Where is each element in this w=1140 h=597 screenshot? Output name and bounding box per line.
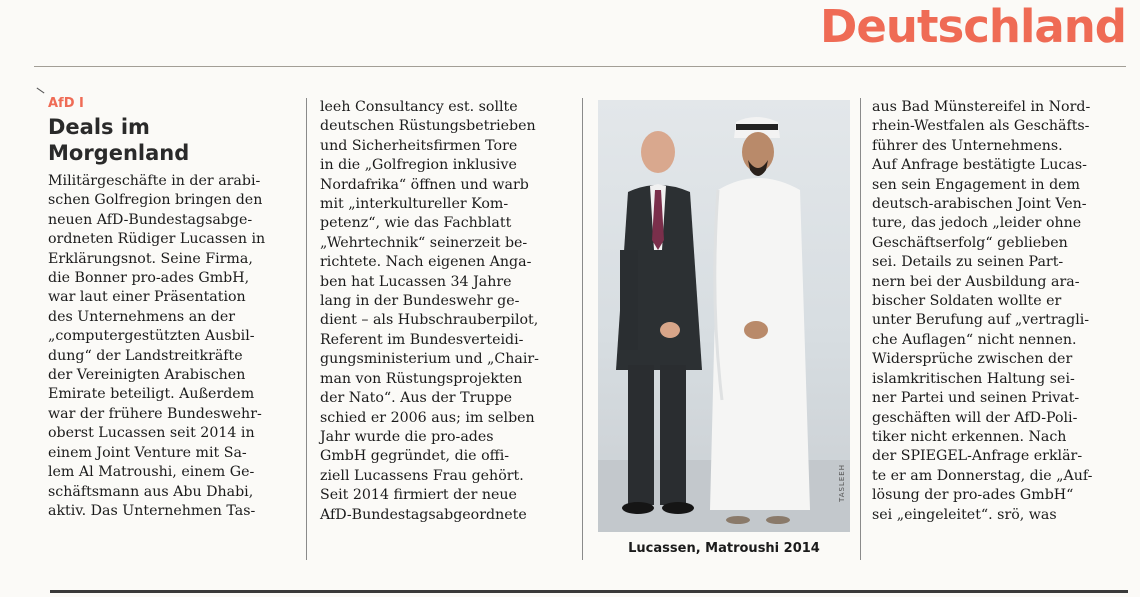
text-line: ner Partei und seinen Privat-: [872, 390, 1080, 407]
text-line: Emirate beteiligt. Außerdem: [48, 386, 255, 403]
text-line: des Unternehmens an der: [48, 308, 236, 325]
text-line: der Nato“. Aus der Truppe: [320, 390, 513, 407]
text-line: in die „Golfregion inklusive: [320, 157, 517, 174]
text-line: dung“ der Landstreitkräfte: [48, 347, 243, 364]
text-line: Referent im Bundesverteidi-: [320, 331, 524, 348]
text-line: der SPIEGEL-Anfrage erklär-: [872, 448, 1083, 465]
column-separator: [306, 98, 307, 560]
text-line: man von Rüstungsprojekten: [320, 370, 523, 387]
text-line: leeh Consultancy est. sollte: [320, 99, 518, 115]
text-line: lang in der Bundeswehr ge-: [320, 293, 520, 310]
text-line: ordneten Rüdiger Lucassen in: [48, 231, 266, 248]
text-line: sei. Details zu seinen Part-: [872, 254, 1064, 271]
text-line: war laut einer Präsentation: [48, 289, 246, 306]
text-line: schied er 2006 aus; im selben: [320, 409, 535, 426]
text-line: die Bonner pro-ades GmbH,: [48, 270, 250, 287]
text-line: ziell Lucassens Frau gehört.: [320, 467, 524, 484]
man-in-kandura: [710, 117, 810, 524]
text-line: Geschäftserfolg“ geblieben: [872, 234, 1068, 251]
article-column-4: [872, 98, 1108, 525]
text-line: gungsministerium und „Chair-: [320, 351, 539, 368]
photo-credit: TASLEEH: [838, 464, 846, 502]
text-line: Auf Anfrage bestätigte Lucas-: [872, 157, 1087, 174]
column-text: [872, 98, 1108, 525]
text-line: neuen AfD-Bundestagsabge-: [48, 211, 253, 228]
corner-mark: [37, 88, 45, 94]
text-line: führer des Unternehmens.: [872, 137, 1063, 154]
top-rule: [34, 66, 1126, 67]
text-line: geschäften will der AfD-Poli-: [872, 409, 1078, 426]
text-line: nern bei der Ausbildung ara-: [872, 273, 1080, 290]
text-line: islamkritischen Haltung sei-: [872, 370, 1075, 387]
text-line: unter Berufung auf „vertragli-: [872, 312, 1090, 329]
text-line: ben hat Lucassen 34 Jahre: [320, 273, 512, 290]
text-line: Erklärungsnot. Seine Firma,: [48, 250, 253, 267]
man-in-suit: [616, 131, 702, 514]
text-line: Militärgeschäfte in der arabi-: [48, 173, 261, 189]
text-line: Nordafrika“ öffnen und warb: [320, 176, 529, 193]
text-line: der Vereinigten Arabischen: [48, 367, 246, 384]
text-line: deutsch-arabischen Joint Ven-: [872, 196, 1087, 213]
text-line: deutschen Rüstungsbetrieben: [320, 118, 536, 135]
text-line: lem Al Matroushi, einem Ge-: [48, 464, 255, 481]
text-line: petenz“, wie das Fachblatt: [320, 215, 512, 232]
text-line: GmbH gegründet, die offi-: [320, 448, 510, 465]
column-text: [320, 98, 556, 525]
text-line: rhein-Westfalen als Geschäfts-: [872, 118, 1090, 135]
text-line: lösung der pro-ades GmbH“: [872, 487, 1074, 504]
text-line: schäftsmann aus Abu Dhabi,: [48, 483, 254, 500]
text-line: AfD-Bundestagsabgeordnete: [320, 506, 527, 523]
text-line: che Auflagen“ nicht nennen.: [872, 331, 1077, 348]
text-line: richtete. Nach eigenen Anga-: [320, 254, 532, 271]
text-line: einem Joint Venture mit Sa-: [48, 444, 247, 461]
text-line: te er am Donnerstag, die „Auf-: [872, 467, 1093, 484]
text-line: sen sein Engagement in dem: [872, 176, 1081, 193]
text-line: tiker nicht erkennen. Nach: [872, 428, 1067, 445]
text-line: mit „interkultureller Kom-: [320, 196, 509, 213]
text-line: „Wehrtechnik“ seinerzeit be-: [320, 234, 528, 251]
column-text: [48, 172, 284, 521]
bottom-rule: [50, 590, 1128, 593]
text-line: Widersprüche zwischen der: [872, 351, 1073, 368]
article-kicker: AfD I: [48, 96, 84, 111]
text-line: und Sicherheitsfirmen Tore: [320, 137, 518, 154]
text-line: Seit 2014 firmiert der neue: [320, 487, 517, 504]
section-title: Deutschland: [820, 0, 1126, 53]
text-line: sei „eingeleitet“. srö, was: [872, 506, 1057, 523]
article-photo: [598, 100, 850, 532]
text-line: war der frühere Bundeswehr-: [48, 405, 262, 422]
headline-line: Morgenland: [48, 141, 190, 165]
text-line: ture, das jedoch „leider ohne: [872, 215, 1082, 232]
photo-caption: Lucassen, Matroushi 2014: [628, 541, 820, 556]
text-line: „computergestützten Ausbil-: [48, 328, 255, 345]
text-line: dient – als Hubschrauberpilot,: [320, 312, 539, 329]
headline-line: Deals im: [48, 115, 150, 139]
column-separator: [860, 98, 861, 560]
text-line: Jahr wurde die pro-ades: [320, 428, 494, 445]
text-line: schen Golfregion bringen den: [48, 192, 263, 209]
text-line: oberst Lucassen seit 2014 in: [48, 425, 255, 442]
text-line: aktiv. Das Unternehmen Tas-: [48, 502, 256, 519]
text-line: aus Bad Münstereifel in Nord-: [872, 99, 1091, 115]
article-column-2: [320, 98, 556, 525]
text-line: bischer Soldaten wollte er: [872, 293, 1062, 310]
column-separator: [582, 98, 583, 560]
article-headline: [48, 114, 284, 166]
photo-illustration: [598, 100, 850, 532]
article-column-1: [48, 96, 284, 521]
